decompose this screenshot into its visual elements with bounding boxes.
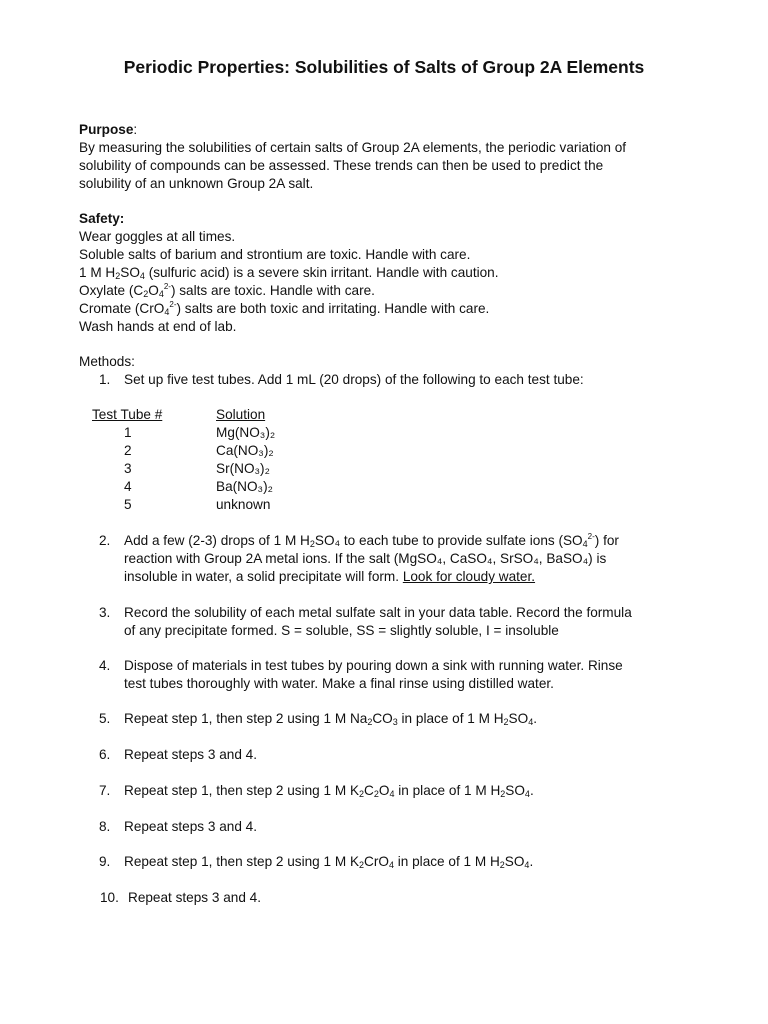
step-line <box>124 532 744 550</box>
subscript: 4 <box>524 860 530 870</box>
step-text: Repeat steps 3 and 4. <box>124 819 258 834</box>
subscript: 4 <box>388 860 394 870</box>
step-number: 10. <box>100 890 119 905</box>
step-text-run: CO <box>372 711 393 726</box>
step-text-run: insoluble in water, a solid precipitate will form. <box>124 569 403 584</box>
step-number: 5. <box>99 711 111 726</box>
step-number: 3. <box>99 605 111 620</box>
step-text: Set up five test tubes. Add 1 mL (20 drops) of the following to each test tube: <box>124 372 584 387</box>
emphasis-underlined: Look for cloudy water. <box>402 569 536 584</box>
safety-line <box>79 264 719 282</box>
step-text-run: in place of 1 M H <box>393 854 500 869</box>
subscript: 2 <box>499 860 505 870</box>
subscript: 3 <box>392 717 398 727</box>
safety-line <box>79 300 719 318</box>
subscript: 2 <box>143 289 149 299</box>
step-text-run: . <box>533 711 537 726</box>
step-text: Repeat steps 3 and 4. <box>128 890 262 905</box>
step-text-run: CrO <box>364 854 389 869</box>
purpose-line: By measuring the solubilities of certain salts of Group 2A elements, the periodic variation of <box>79 140 627 155</box>
step-number: 4. <box>99 658 111 673</box>
step-text-run: O <box>378 783 390 798</box>
step-text <box>124 782 744 800</box>
step-text-run: SO <box>508 711 529 726</box>
subscript: 2 <box>503 717 509 727</box>
page-title: Periodic Properties: Solubilities of Salts of Group 2A Elements <box>123 57 645 77</box>
step-text <box>124 532 744 586</box>
safety-line: Wear goggles at all times. <box>79 229 236 244</box>
step-line <box>124 568 744 586</box>
step-text-run: SO <box>504 854 525 869</box>
table-cell-solution: Mg(NO₃)₂ <box>216 425 276 440</box>
step-text-run: ) for <box>594 533 619 548</box>
table-cell-solution: unknown <box>216 497 271 512</box>
methods-heading: Methods: <box>79 354 135 369</box>
subscript: 2 <box>373 789 379 799</box>
superscript: 2- <box>587 532 595 541</box>
safety-section <box>79 210 719 336</box>
safety-text: SO <box>120 265 140 280</box>
safety-line: Soluble salts of barium and strontium are toxic. Handle with care. <box>79 247 471 262</box>
step-text <box>124 853 744 871</box>
step-text-run: SO <box>505 783 525 798</box>
step-number: 1. <box>99 372 111 387</box>
step-number: 2. <box>99 533 111 548</box>
subscript: 2 <box>359 789 365 799</box>
safety-text: (sulfuric acid) is a severe skin irritant. Handle with caution. <box>144 265 499 280</box>
subscript: 2 <box>115 271 121 281</box>
safety-text: Oxylate (C <box>79 283 144 298</box>
step-text-run: . <box>529 854 534 869</box>
safety-line <box>79 282 719 300</box>
step-number: 9. <box>99 854 111 869</box>
step-line: of any precipitate formed. S = soluble, SS = slightly soluble, I = insoluble <box>124 623 559 638</box>
subscript: 4 <box>524 789 530 799</box>
purpose-line: solubility of an unknown Group 2A salt. <box>79 176 314 191</box>
step-text-run: Repeat step 1, then step 2 using 1 M K <box>124 854 360 869</box>
subscript: 4 <box>389 789 395 799</box>
step-text-run: . <box>529 783 534 798</box>
purpose-section <box>79 121 719 193</box>
table-cell-solution: Ca(NO₃)₂ <box>216 443 274 458</box>
subscript: 2 <box>500 789 506 799</box>
safety-text: O <box>148 283 159 298</box>
subscript: 2 <box>359 860 365 870</box>
subscript: 4 <box>164 307 170 317</box>
step-text-run: C <box>364 783 374 798</box>
step-line: Dispose of materials in test tubes by pouring down a sink with running water. Rinse <box>124 658 623 673</box>
step-number: 6. <box>99 747 111 762</box>
subscript: 4 <box>528 717 534 727</box>
safety-text: ) salts are toxic. Handle with care. <box>170 283 375 298</box>
superscript: 2- <box>163 282 171 291</box>
safety-text: Cromate (CrO <box>79 301 165 316</box>
purpose-heading-line <box>79 121 719 139</box>
subscript: 4 <box>582 539 588 549</box>
step-line: Record the solubility of each metal sulfate salt in your data table. Record the formula <box>124 605 632 620</box>
step-text: Repeat steps 3 and 4. <box>124 747 258 762</box>
step-text-run: SO₄ to each tube to provide sulfate ions (SO <box>314 533 583 548</box>
step-text <box>124 604 744 640</box>
step-number: 8. <box>99 819 111 834</box>
safety-text: 1 M H <box>79 265 116 280</box>
safety-heading: Safety: <box>79 211 125 226</box>
superscript: 2- <box>169 300 177 309</box>
step-text <box>124 710 744 728</box>
purpose-heading: Purpose <box>79 122 134 137</box>
table-cell-solution: Sr(NO₃)₂ <box>216 461 270 476</box>
purpose-line: solubility of compounds can be assessed. These trends can then be used to predict the <box>79 158 604 173</box>
safety-text: ) salts are both toxic and irritating. Handle with care. <box>176 301 490 316</box>
subscript: 4 <box>158 289 164 299</box>
step-line: test tubes thoroughly with water. Make a final rinse using distilled water. <box>124 676 554 691</box>
step-number: 7. <box>99 783 111 798</box>
table-header-solution: Solution <box>216 407 266 422</box>
step-text-run: Repeat step 1, then step 2 using 1 M Na <box>124 711 368 726</box>
step-text-run: in place of 1 M H <box>394 783 501 798</box>
subscript: 2 <box>367 717 373 727</box>
table-cell-tube: 4 <box>124 479 132 494</box>
table-cell-tube: 3 <box>124 461 132 476</box>
purpose-heading-colon: : <box>133 122 138 137</box>
step-text-run: Repeat step 1, then step 2 using 1 M K <box>124 783 360 798</box>
table-cell-tube: 2 <box>124 443 132 458</box>
table-header-test-tube: Test Tube # <box>92 407 163 422</box>
step-text-run: in place of 1 M H <box>397 711 504 726</box>
step-text-run: Add a few (2-3) drops of 1 M H <box>124 533 310 548</box>
table-cell-tube: 5 <box>124 497 132 512</box>
subscript: 2 <box>309 539 315 549</box>
table-cell-solution: Ba(NO₃)₂ <box>216 479 273 494</box>
table-cell-tube: 1 <box>124 425 132 440</box>
step-text <box>124 657 744 693</box>
step-line: reaction with Group 2A metal ions. If the salt (MgSO₄, CaSO₄, SrSO₄, BaSO₄) is <box>124 551 607 566</box>
safety-line: Wash hands at end of lab. <box>79 319 237 334</box>
subscript: 4 <box>139 271 145 281</box>
